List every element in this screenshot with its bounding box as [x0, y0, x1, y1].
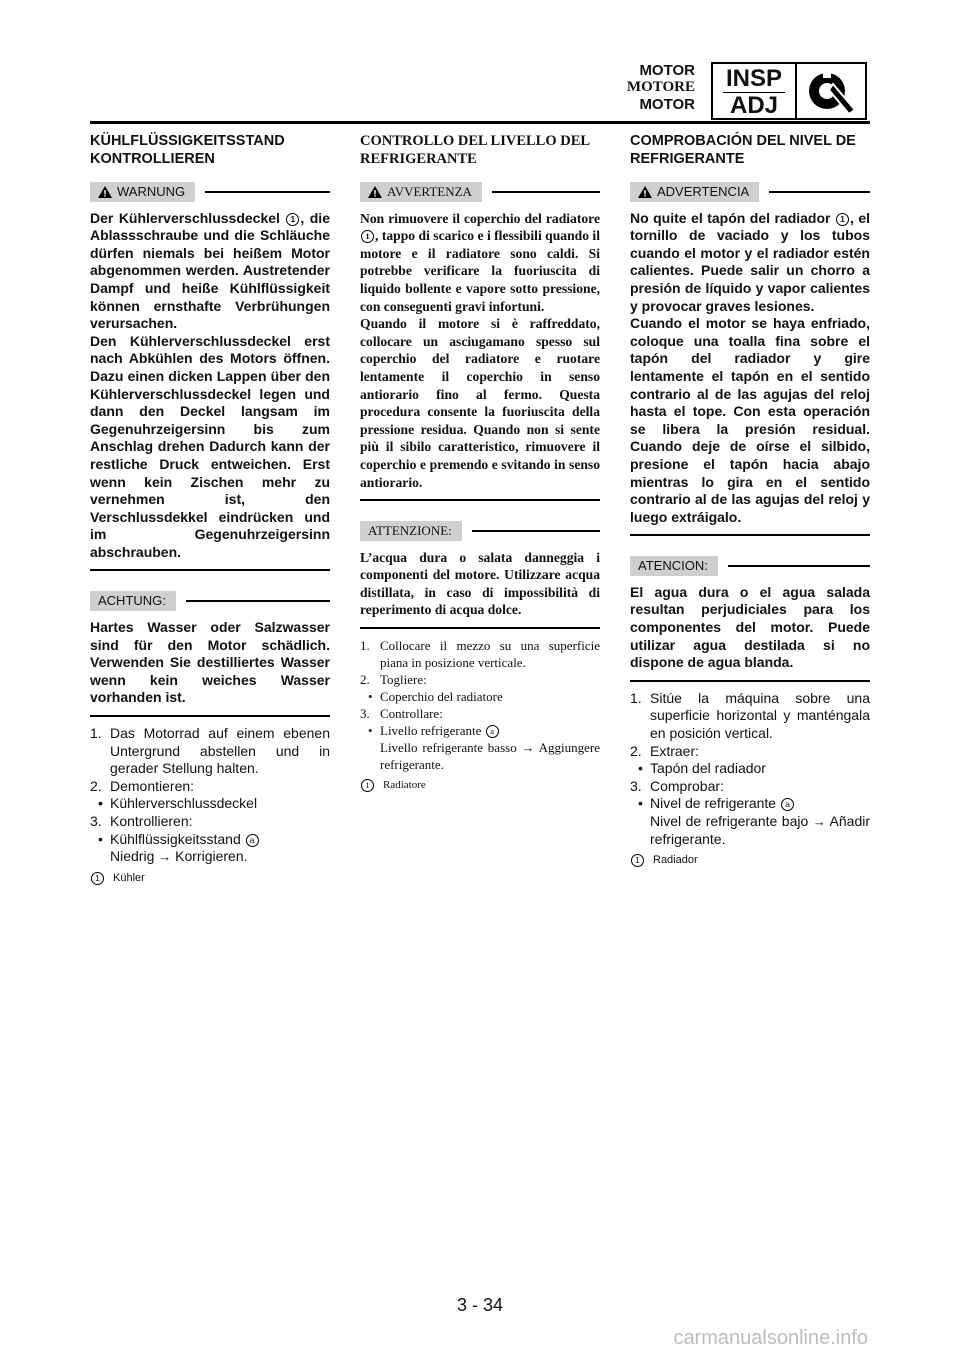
- caution-header: [630, 556, 870, 576]
- watermark: carmanualsonline.info: [673, 1327, 868, 1349]
- warning-label: WARNUNG: [117, 184, 186, 199]
- warning-label: AVVERTENZA: [387, 184, 472, 199]
- list-item: Niedrig → Korrigieren.: [110, 848, 248, 865]
- list-item: • Nivel de refrigerante a: [630, 795, 870, 813]
- procedure-list: [90, 725, 330, 866]
- section-label-de: MOTOR: [639, 62, 695, 79]
- list-item: • Tapón del radiador: [630, 760, 870, 778]
- wrench-screwdriver-icon: [797, 64, 865, 118]
- figure-legend: 1 Radiatore: [360, 777, 600, 795]
- section-label-it: MOTORE: [626, 79, 695, 95]
- section-title: COMPROBACIÓN DEL NIVEL DE REFRIGERANTE: [630, 133, 856, 167]
- column-italian: [360, 132, 600, 795]
- section-labels: [627, 62, 695, 113]
- warning-header: [360, 182, 600, 202]
- warning-header: [630, 182, 870, 202]
- column-german: [90, 132, 330, 887]
- list-item: 3. Controllare:: [360, 706, 443, 722]
- warning-label: ADVERTENCIA: [657, 184, 750, 199]
- caution-label: ATENCION:: [630, 556, 718, 576]
- callout-1: 1: [836, 213, 849, 226]
- badge-adj-text: ADJ: [729, 92, 778, 119]
- list-item: • Coperchio del radiatore: [360, 688, 600, 705]
- caution-header: [90, 591, 330, 611]
- badge-insp-text: INSP: [725, 65, 782, 92]
- list-item: 1. Das Motorrad auf einem ebenen Untergrund abstellen und in gerader Stellung halten.: [90, 725, 330, 777]
- caution-label: ACHTUNG:: [90, 591, 176, 611]
- section-title: KÜHLFLÜSSIGKEITSSTAND KONTROLLIEREN: [90, 133, 285, 167]
- list-item: 2. Extraer:: [630, 742, 700, 759]
- section-label-es: MOTOR: [639, 96, 695, 113]
- list-item: • Kühlerverschlussdeckel: [90, 795, 330, 813]
- figure-legend: 1 Radiador: [630, 852, 870, 870]
- list-item: • Kühlflüssigkeitsstand a: [90, 831, 330, 849]
- warning-header: [90, 182, 330, 202]
- insp-adj-badge: [711, 62, 867, 120]
- procedure-list: [360, 637, 600, 773]
- caution-text: Hartes Wasser oder Salzwasser sind für den Motor schädlich. Verwenden Sie destilliertes Wasser wenn kein weiches Wasser vorhanden ist.: [90, 619, 330, 706]
- section-title: CONTROLLO DEL LIVELLO DEL REFRIGERANTE: [360, 133, 590, 167]
- warning-icon: [368, 186, 382, 198]
- list-item: 2. Demontieren:: [90, 777, 195, 794]
- list-item: 1. Collocare il mezzo su una superficie piana in posizione verticale.: [360, 638, 600, 671]
- warning-paragraph-1: Der Kühlerverschlussdeckel 1 , die Ablassschraube und die Schläuche dürfen niemals bei heißem Motor abgenommen werden. Austretender Dampf und heiße Kühlflüssigkeit können ernsthafte Verbrühungen verursachen.: [90, 209, 330, 332]
- warning-paragraph-2: Den Kühlerverschlussdeckel erst nach Abkühlen des Motors öffnen. Dazu einen dicken Lappen über den Kühlerverschlussdeckel legen und dann den Deckel langsam im Gegenuhrzeigersinn bis zum Anschlag drehen Dadurch kann der restliche Druck entweichen. Erst wenn kein Zischen mehr zu vernehmen ist, den Verschlussdekkel eindrücken und im Gegenuhrzeigersinn abschrauben.: [90, 332, 330, 560]
- caution-label: ATTENZIONE:: [360, 521, 462, 541]
- list-item: 2. Togliere:: [360, 672, 427, 688]
- page-number: 3 - 34: [456, 1295, 504, 1315]
- warning-icon: [638, 186, 652, 198]
- warning-icon: [98, 186, 112, 198]
- caution-text: El agua dura o el agua salada resultan perjudiciales para los componentes del motor. Puede utilizar agua destilada si no dispone de agua blanda.: [630, 583, 870, 671]
- header-rule: [90, 121, 870, 124]
- callout-1: 1: [361, 230, 374, 243]
- caution-text: L’acqua dura o salata danneggia i componenti del motore. Utilizzare acqua distillata, in caso di impossibilità di reperimento di acqua dolce.: [360, 549, 600, 618]
- caution-header: [360, 521, 600, 541]
- warning-paragraph-1: Non rimuovere il coperchio del radiatore 1 , tappo di scarico e i flessibili quando il motore e il radiatore sono caldi. Si potrebbe verificare la fuoriuscita di liquido bollente e vapore sotto pressione, con conseguenti gravi infortuni.: [360, 210, 600, 314]
- list-item: 3. Kontrollieren:: [90, 813, 193, 829]
- list-item: Livello refrigerante basso → Aggiungere refrigerante.: [380, 740, 600, 773]
- figure-legend: 1 Kühler: [90, 870, 330, 888]
- procedure-list: [630, 690, 870, 848]
- warning-paragraph-2: Cuando el motor se haya enfriado, coloque una toalla fina sobre el tapón del radiador y gire lentamente el tapón en el sentido contrario al de las agujas del reloj hasta el tope. Con esta operación se libera la presión residual. Cuando deje de oírse el silbido, presione el tapón hacia abajo mientras lo gira en el sentido contrario al de las agujas del reloj y luego extráigalo.: [630, 315, 870, 525]
- warning-paragraph-1: No quite el tapón del radiador 1 , el tornillo de vaciado y los tubos cuando el motor y el radiador estén calientes. Puede salir un chorro a presión de líquido y vapor calientes y provocar graves lesiones.: [630, 209, 871, 314]
- list-item: Nivel de refrigerante bajo → Añadir refrigerante.: [650, 813, 871, 847]
- warning-paragraph-2: Quando il motore si è raffreddato, collocare un asciugamano spesso sul coperchio del radiatore e ruotare lentamente il coperchio in senso antiorario fino al fermo. Questa procedura consente la fuoriuscita della pressione residua. Quando non si sente più il sibilo caratteristico, rimuovere il coperchio e premendo e svitando in senso antiorario.: [360, 316, 600, 490]
- list-item: • Livello refrigerante a: [360, 722, 600, 739]
- column-spanish: [630, 132, 870, 870]
- list-item: 3. Comprobar:: [630, 777, 724, 794]
- list-item: 1. Sitúe la máquina sobre una superficie horizontal y manténgala en posición vertical.: [630, 689, 870, 742]
- callout-1: 1: [286, 213, 299, 226]
